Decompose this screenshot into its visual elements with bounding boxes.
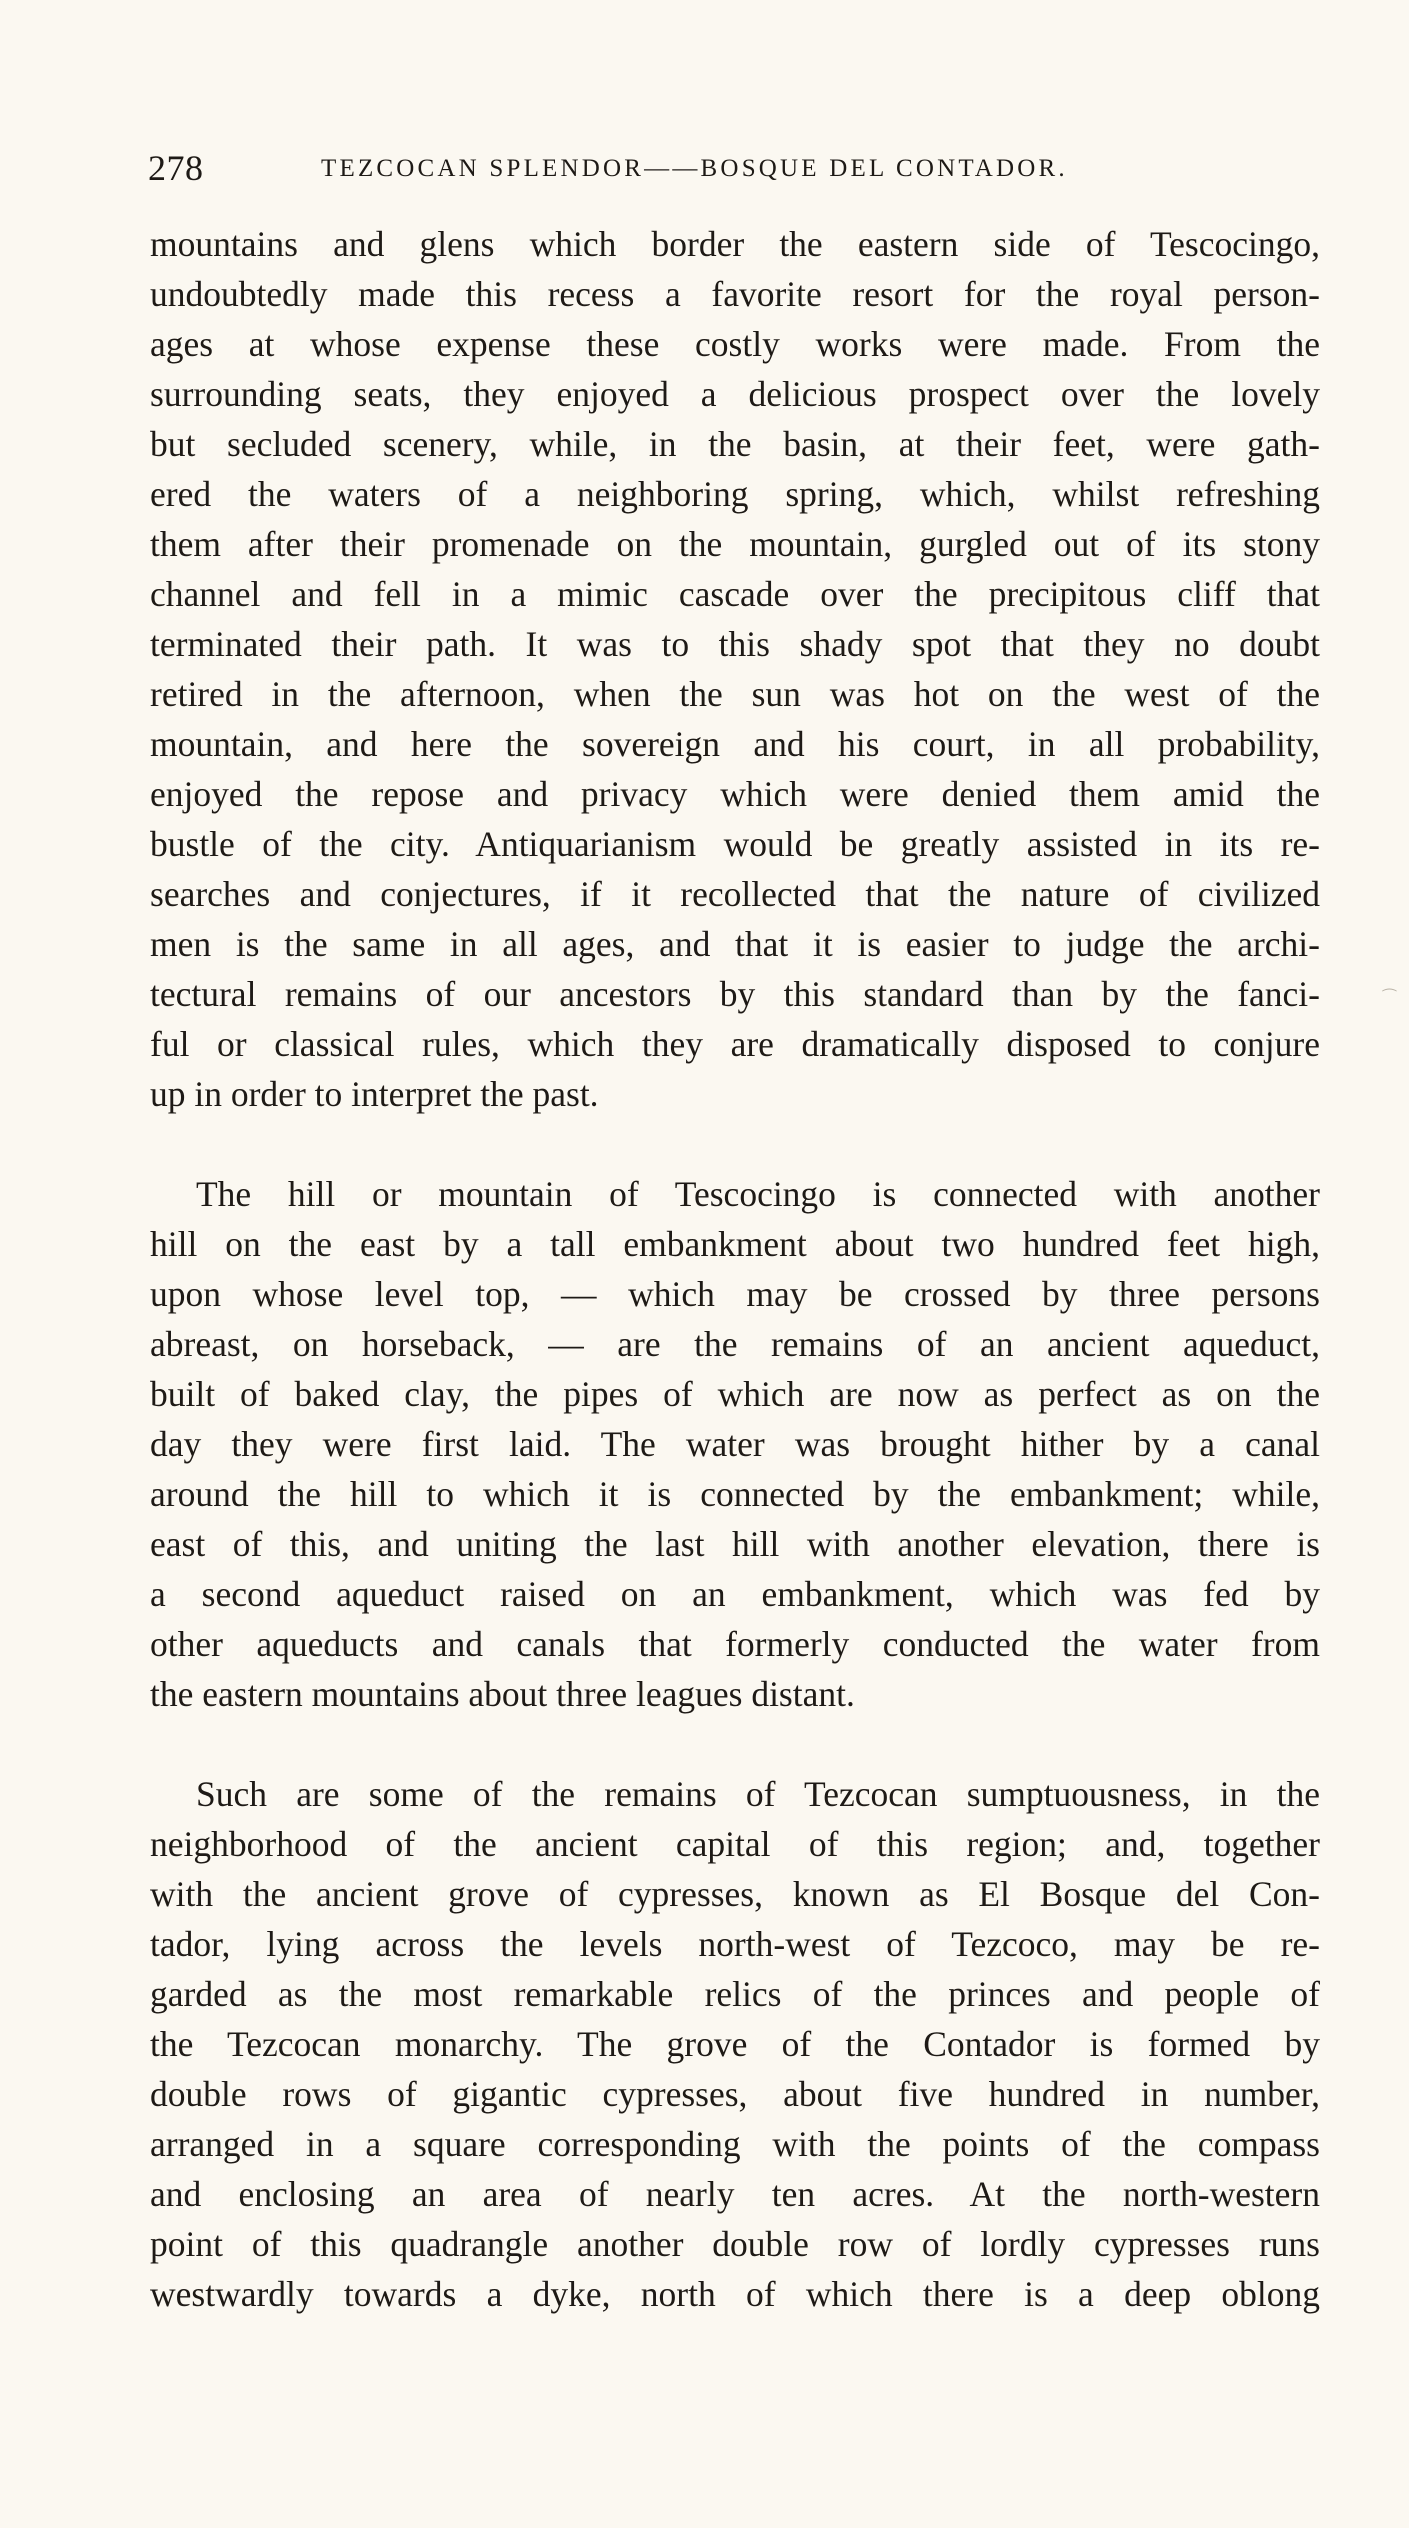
text-line: men is the same in all ages, and that it is easier to judge the archi- xyxy=(150,924,1320,964)
text-line: neighborhood of the ancient capital of this region; and, together xyxy=(150,1824,1320,1864)
text-line: point of this quadrangle another double row of lordly cypresses runs xyxy=(150,2224,1320,2264)
text-line: arranged in a square corresponding with the points of the compass xyxy=(150,2124,1320,2164)
paragraph-2 xyxy=(150,1169,1320,1719)
page-header xyxy=(148,138,1238,198)
text-line: ful or classical rules, which they are dramatically disposed to conjure xyxy=(150,1024,1320,1064)
text-line: the Tezcocan monarchy. The grove of the Contador is formed by xyxy=(150,2024,1320,2064)
text-line: east of this, and uniting the last hill with another elevation, there is xyxy=(150,1524,1320,1564)
text-line: them after their promenade on the mountain, gurgled out of its stony xyxy=(150,524,1320,564)
text-line: upon whose level top, — which may be crossed by three persons xyxy=(150,1274,1320,1314)
text-line: westwardly towards a dyke, north of which there is a deep oblong xyxy=(150,2274,1320,2314)
text-line: enjoyed the repose and privacy which were denied them amid the xyxy=(150,774,1320,814)
text-line: searches and conjectures, if it recollected that the nature of civilized xyxy=(150,874,1320,914)
text-line: ages at whose expense these costly works were made. From the xyxy=(150,324,1320,364)
text-line: Such are some of the remains of Tezcocan sumptuousness, in the xyxy=(196,1774,1320,1814)
paragraph-1 xyxy=(150,219,1320,1119)
text-line: surrounding seats, they enjoyed a delicious prospect over the lovely xyxy=(150,374,1320,414)
paragraph-3 xyxy=(150,1769,1320,2319)
ink-mark: ⁀ xyxy=(1383,990,1396,1007)
text-line: hill on the east by a tall embankment about two hundred feet high, xyxy=(150,1224,1320,1264)
running-head: TEZCOCAN SPLENDOR——BOSQUE DEL CONTADOR. xyxy=(321,155,1068,182)
page-number: 278 xyxy=(148,148,204,188)
text-line: bustle of the city. Antiquarianism would be greatly assisted in its re- xyxy=(150,824,1320,864)
text-line: with the ancient grove of cypresses, known as El Bosque del Con- xyxy=(150,1874,1320,1914)
text-line: garded as the most remarkable relics of the princes and people of xyxy=(150,1974,1320,2014)
text-line: but secluded scenery, while, in the basin, at their feet, were gath- xyxy=(150,424,1320,464)
text-line: around the hill to which it is connected by the embankment; while, xyxy=(150,1474,1320,1514)
text-line: mountain, and here the sovereign and his court, in all probability, xyxy=(150,724,1320,764)
text-line: ered the waters of a neighboring spring, which, whilst refreshing xyxy=(150,474,1320,514)
text-line: mountains and glens which border the eastern side of Tescocingo, xyxy=(150,224,1320,264)
text-line: undoubtedly made this recess a favorite resort for the royal person- xyxy=(150,274,1320,314)
text-line: double rows of gigantic cypresses, about five hundred in number, xyxy=(150,2074,1320,2114)
text-line: terminated their path. It was to this shady spot that they no doubt xyxy=(150,624,1320,664)
text-line: retired in the afternoon, when the sun was hot on the west of the xyxy=(150,674,1320,714)
body-text xyxy=(150,219,1320,2319)
text-line: and enclosing an area of nearly ten acres. At the north-western xyxy=(150,2174,1320,2214)
text-line: tador, lying across the levels north-west of Tezcoco, may be re- xyxy=(150,1924,1320,1964)
text-line: a second aqueduct raised on an embankment, which was fed by xyxy=(150,1574,1320,1614)
text-line: day they were first laid. The water was brought hither by a canal xyxy=(150,1424,1320,1464)
text-line: built of baked clay, the pipes of which are now as perfect as on the xyxy=(150,1374,1320,1414)
text-line: the eastern mountains about three leagues distant. xyxy=(150,1674,855,1714)
text-line: channel and fell in a mimic cascade over the precipitous cliff that xyxy=(150,574,1320,614)
text-line: up in order to interpret the past. xyxy=(150,1074,599,1114)
text-line: tectural remains of our ancestors by this standard than by the fanci- xyxy=(150,974,1320,1014)
text-line: The hill or mountain of Tescocingo is connected with another xyxy=(196,1174,1320,1214)
text-line: abreast, on horseback, — are the remains of an ancient aqueduct, xyxy=(150,1324,1320,1364)
text-line: other aqueducts and canals that formerly conducted the water from xyxy=(150,1624,1320,1664)
